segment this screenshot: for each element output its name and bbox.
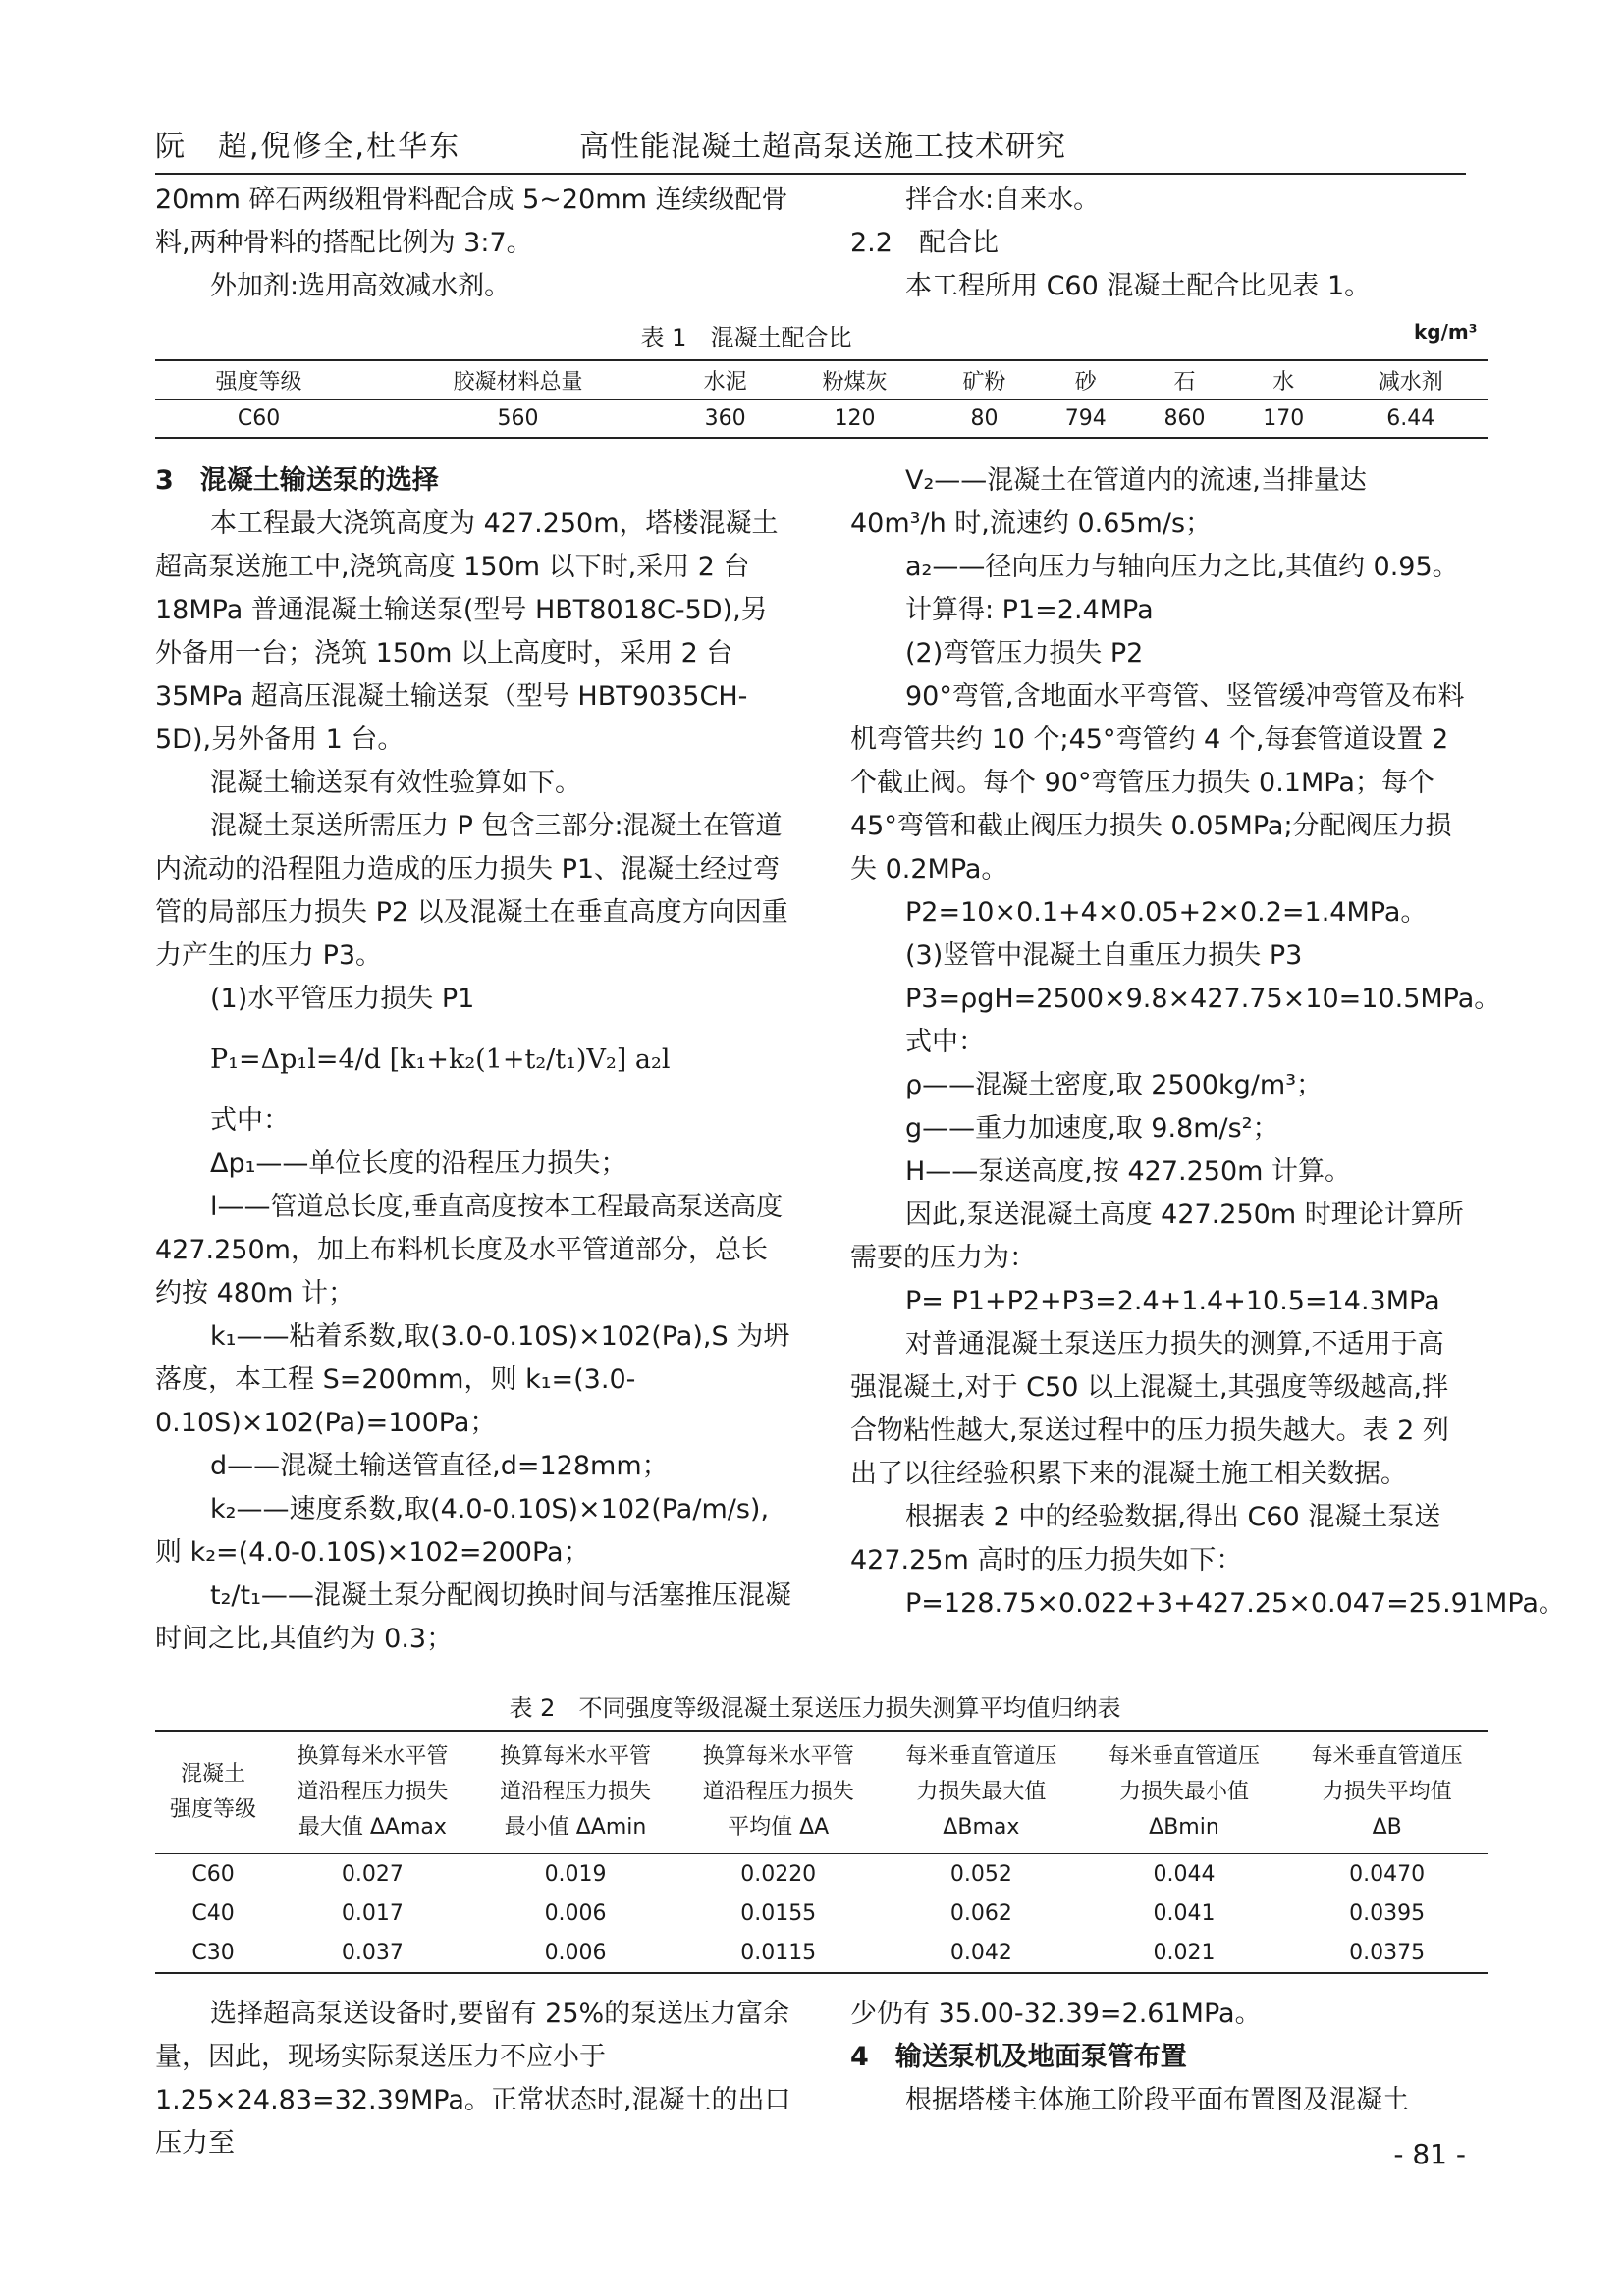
table1-cell: 860: [1163, 405, 1206, 431]
table2-header-cell: [271, 1731, 474, 1854]
header-line: 平均值 ΔA: [728, 1815, 830, 1840]
left-column-mid: [155, 459, 793, 1661]
header-line: 道沿程压力损失: [702, 1780, 854, 1804]
header-rule: [155, 173, 1466, 175]
header-line: 最大值 ΔAmax: [298, 1815, 447, 1840]
table1-header-cell: 石: [1173, 369, 1196, 395]
definition: d——混凝土输送管直径,d=128mm；: [210, 1451, 669, 1481]
table2-cell: 0.0115: [740, 1940, 817, 1965]
header-authors: 阮 超,倪修全,杜华东: [155, 130, 461, 164]
table2-cell: 0.0395: [1349, 1900, 1426, 1926]
header-line: 每米垂直管道压: [1311, 1744, 1463, 1769]
header-line: 换算每米水平管: [702, 1744, 854, 1769]
table2-cell: 0.0375: [1349, 1940, 1426, 1965]
table1-header-cell: 水: [1272, 369, 1295, 395]
table1-cell: 560: [497, 405, 539, 431]
table2-cell: C30: [191, 1940, 235, 1965]
table2-header-cell: [880, 1731, 1083, 1854]
paragraph: 式中：: [905, 1027, 985, 1057]
table2-cell: 0.042: [949, 1940, 1012, 1965]
paragraph: 式中：: [210, 1105, 290, 1136]
paragraph: 外加剂:选用高效减水剂。: [210, 271, 512, 301]
table2-cell: 0.021: [1153, 1940, 1216, 1965]
definition: H——泵送高度,按 427.250m 计算。: [905, 1156, 1352, 1187]
paragraph: (2)弯管压力损失 P2: [905, 638, 1144, 668]
table2-cell: 0.041: [1153, 1900, 1216, 1926]
table1-cell: 170: [1263, 405, 1305, 431]
header-line: 力损失最大值: [916, 1780, 1047, 1804]
header-line: 每米垂直管道压: [905, 1744, 1057, 1769]
table1-cell: 120: [834, 405, 876, 431]
definition: k₁——粘着系数,取(3.0-0.10S)×102(Pa),S 为坍落度，本工程 S=200mm，则 k₁=(3.0-0.10S)×102(Pa)=100Pa；: [155, 1321, 790, 1438]
paragraph: 根据表 2 中的经验数据,得出 C60 混凝土泵送 427.25m 高时的压力损失如下：: [850, 1502, 1441, 1575]
table2-cell: 0.052: [949, 1861, 1012, 1887]
paragraph: 混凝土输送泵有效性验算如下。: [210, 768, 581, 798]
header-line: ΔB: [1372, 1815, 1402, 1840]
paragraph: 少仍有 35.00-32.39=2.61MPa。: [850, 1999, 1262, 2029]
header-line: 混凝土: [181, 1762, 246, 1787]
paragraph: P= P1+P2+P3=2.4+1.4+10.5=14.3MPa: [905, 1286, 1440, 1316]
table2-cell: 0.027: [341, 1861, 404, 1887]
paragraph: P2=10×0.1+4×0.05+2×0.2=1.4MPa。: [905, 897, 1428, 928]
table1-header-cell: 矿粉: [962, 369, 1006, 395]
header-line: ΔBmin: [1149, 1815, 1219, 1840]
table2-cell: 0.017: [341, 1900, 404, 1926]
formula-p1: [155, 1021, 793, 1099]
paragraph: 20mm 碎石两级粗骨料配合成 5~20mm 连续级配骨料,两种骨料的搭配比例为 3:7。: [155, 185, 788, 258]
right-column-mid: [850, 459, 1565, 1626]
paragraph: (3)竖管中混凝土自重压力损失 P3: [905, 940, 1303, 971]
paragraph: (1)水平管压力损失 P1: [210, 984, 475, 1014]
header-line: 道沿程压力损失: [297, 1780, 449, 1804]
section-heading: 3 混凝土输送泵的选择: [155, 465, 439, 496]
left-column-top: [155, 179, 793, 308]
table2-header-cell: [474, 1731, 677, 1854]
paragraph: 混凝土泵送所需压力 P 包含三部分:混凝土在管道内流动的沿程阻力造成的压力损失 P1、混凝土经过弯管的局部压力损失 P2 以及混凝土在垂直高度方向因重力产生的压力 P3。: [155, 811, 788, 971]
table2-cell: 0.019: [544, 1861, 607, 1887]
paragraph: P3=ρgH=2500×9.8×427.75×10=10.5MPa。: [905, 984, 1501, 1014]
table2-cell: 0.006: [544, 1900, 607, 1926]
table1-header-row: [155, 360, 1488, 400]
table2-header-cell: [1083, 1731, 1286, 1854]
header-line: 最小值 ΔAmin: [504, 1815, 647, 1840]
left-column-bottom: [155, 1993, 793, 2165]
table1-unit: kg/m³: [1414, 320, 1478, 344]
table1-caption: 表 1 混凝土配合比: [640, 324, 852, 351]
section-heading: 4 输送泵机及地面泵管布置: [850, 2042, 1187, 2072]
section-heading: 2.2 配合比: [850, 228, 999, 258]
paragraph: 因此,泵送混凝土高度 427.250m 时理论计算所需要的压力为：: [850, 1200, 1464, 1273]
table-row: [155, 400, 1488, 439]
table2-cell: 0.006: [544, 1940, 607, 1965]
paragraph: P=128.75×0.022+3+427.25×0.047=25.91MPa。: [905, 1588, 1565, 1619]
table1-cell: 80: [970, 405, 999, 431]
table2-caption: 表 2 不同强度等级混凝土泵送压力损失测算平均值归纳表: [509, 1694, 1121, 1722]
table1-header-cell: 粉煤灰: [822, 369, 888, 395]
paragraph: 本工程最大浇筑高度为 427.250m，塔楼混凝土超高泵送施工中,浇筑高度 150m 以下时,采用 2 台 18MPa 普通混凝土输送泵(型号 HBT8018C-5D),另外备用一台；浇筑 150m 以上高度时，采用 2 台 35MPa 超高压混凝土输送泵（型号 HBT9035CH-5D),另外备用 1 台。: [155, 508, 779, 755]
table2-header-cell: [1285, 1731, 1488, 1854]
paragraph: 根据塔楼主体施工阶段平面布置图及混凝土: [905, 2085, 1409, 2115]
header-line: 道沿程压力损失: [500, 1780, 652, 1804]
paragraph: 选择超高泵送设备时,要留有 25%的泵送压力富余量，因此，现场实际泵送压力不应小于 1.25×24.83=32.39MPa。正常状态时,混凝土的出口压力至: [155, 1999, 791, 2159]
table2-cell: C40: [191, 1900, 235, 1926]
definition: V₂——混凝土在管道内的流速,当排量达 40m³/h 时,流速约 0.65m/s；: [850, 465, 1367, 539]
table2: [155, 1730, 1488, 1974]
table2-cell: 0.062: [949, 1900, 1012, 1926]
right-column-top: [850, 179, 1469, 308]
header-line: ΔBmax: [943, 1815, 1020, 1840]
paragraph: 本工程所用 C60 混凝土配合比见表 1。: [905, 271, 1372, 301]
definition: k₂——速度系数,取(4.0-0.10S)×102(Pa/m/s),则 k₂=(4.0-0.10S)×102=200Pa；: [155, 1494, 770, 1568]
table1: [155, 359, 1488, 439]
table2-header-cell: [155, 1731, 271, 1854]
table1-cell: C60: [237, 405, 281, 431]
table1-cell: 6.44: [1386, 405, 1435, 431]
header-line: 力损失平均值: [1322, 1780, 1452, 1804]
header-line: 每米垂直管道压: [1108, 1744, 1260, 1769]
table2-cell: C60: [191, 1861, 235, 1887]
header-title: 高性能混凝土超高泵送施工技术研究: [579, 130, 1066, 164]
definition: l——管道总长度,垂直高度按本工程最高泵送高度 427.250m，加上布料机长度及水平管道部分，总长约按 480m 计；: [155, 1192, 784, 1308]
table2-cell: 0.0470: [1349, 1861, 1426, 1887]
paragraph: 90°弯管,含地面水平弯管、竖管缓冲弯管及布料机弯管共约 10 个;45°弯管约 4 个,每套管道设置 2 个截止阀。每个 90°弯管压力损失 0.1MPa；每个 45°弯管和截止阀压力损失 0.05MPa;分配阀压力损失 0.2MPa。: [850, 681, 1465, 884]
definition: Δp₁——单位长度的沿程压力损失；: [210, 1148, 627, 1179]
definition: a₂——径向压力与轴向压力之比,其值约 0.95。: [905, 552, 1459, 582]
running-header: [155, 116, 1466, 175]
table1-header-cell: 强度等级: [215, 369, 302, 395]
table-row: [155, 1854, 1488, 1895]
table2-cell: 0.037: [341, 1940, 404, 1965]
table-row: [155, 1933, 1488, 1973]
definition: t₂/t₁——混凝土泵分配阀切换时间与活塞推压混凝时间之比,其值约为 0.3；: [155, 1580, 791, 1654]
paragraph: 对普通混凝土泵送压力损失的测算,不适用于高强混凝土,对于 C50 以上混凝土,其强度等级越高,拌合物粘性越大,泵送过程中的压力损失越大。表 2 列出了以往经验积累下来的混凝土施工相关数据。: [850, 1329, 1449, 1489]
table2-header-cell: [676, 1731, 880, 1854]
table1-cell: 360: [704, 405, 746, 431]
definition: ρ——混凝土密度,取 2500kg/m³；: [905, 1070, 1324, 1100]
table-row: [155, 1894, 1488, 1933]
table1-header-cell: 砂: [1074, 369, 1097, 395]
header-line: 换算每米水平管: [297, 1744, 449, 1769]
table2-header-row: [155, 1731, 1488, 1854]
table2-cell: 0.0155: [740, 1900, 817, 1926]
header-line: 强度等级: [170, 1797, 257, 1822]
header-line: 力损失最小值: [1118, 1780, 1249, 1804]
page-number: - 81 -: [1393, 2138, 1466, 2170]
table1-cell: 794: [1064, 405, 1107, 431]
table1-header-cell: 水泥: [703, 369, 747, 395]
paragraph: 拌合水:自来水。: [905, 185, 1101, 215]
formula-text: P₁=Δp₁l=4/d [k₁+k₂(1+t₂/t₁)V₂] a₂l: [210, 1044, 671, 1075]
paragraph: 计算得: P1=2.4MPa: [905, 595, 1154, 625]
table2-cell: 0.0220: [740, 1861, 817, 1887]
table1-header-cell: 胶凝材料总量: [453, 369, 583, 395]
definition: g——重力加速度,取 9.8m/s²；: [905, 1113, 1279, 1144]
table1-header-cell: 减水剂: [1378, 369, 1443, 395]
header-line: 换算每米水平管: [500, 1744, 652, 1769]
right-column-bottom: [850, 1993, 1469, 2122]
table2-cell: 0.044: [1153, 1861, 1216, 1887]
